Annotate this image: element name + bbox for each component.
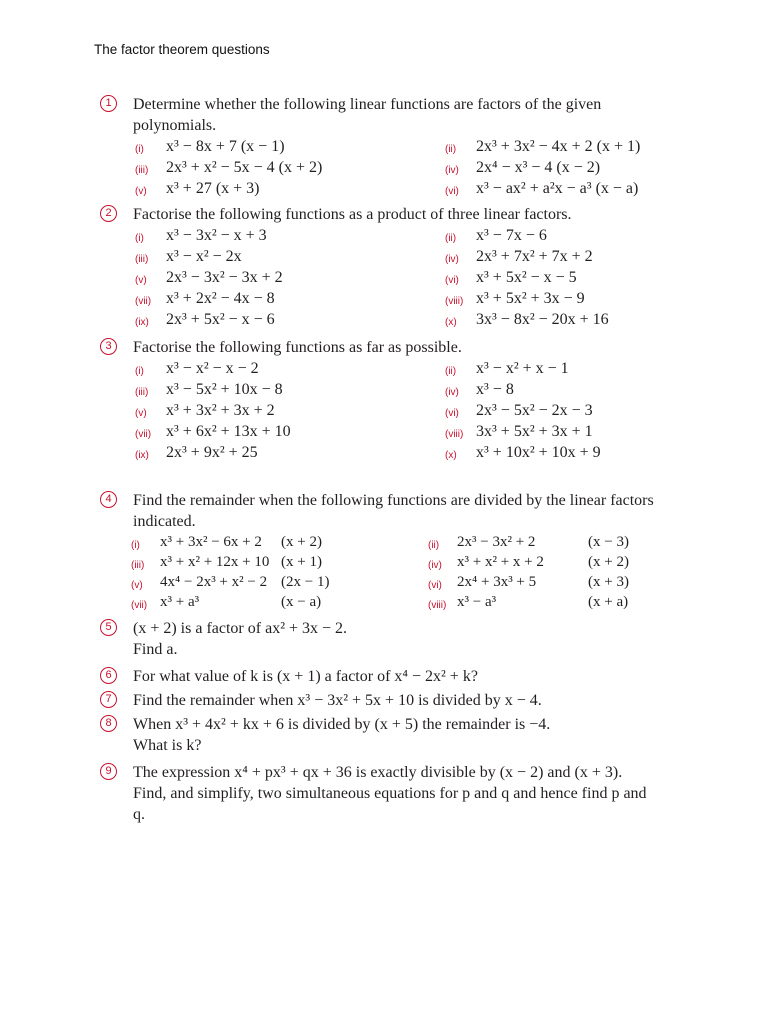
part-divisor: (x + 2) — [588, 554, 629, 570]
part-expression: x³ + a³ — [160, 594, 200, 610]
part-label: (vi) — [445, 408, 459, 419]
parts-grid — [131, 532, 660, 612]
part-item — [135, 178, 260, 202]
part-expression: 2x³ + 7x² + 7x + 2 — [476, 248, 593, 265]
question-9 — [100, 762, 680, 825]
question-text: Factorise the following functions as far as possible. — [133, 339, 462, 356]
part-label: (ii) — [445, 366, 457, 377]
part-label: (ii) — [428, 540, 440, 551]
question-number-badge: 7 — [100, 691, 117, 708]
part-label: (vii) — [135, 429, 152, 440]
question-text: Find the remainder when x³ − 3x² + 5x + 10 is divided by x − 4. — [133, 692, 542, 709]
part-divisor: (x + 2) — [281, 534, 322, 550]
part-item — [135, 309, 275, 333]
part-expression: 3x³ + 5x² + 3x + 1 — [476, 423, 593, 440]
part-expression: x³ − a³ — [457, 594, 497, 610]
question-subtext: Find a. — [133, 641, 178, 658]
part-label: (v) — [135, 186, 147, 197]
page-title: The factor theorem questions — [94, 42, 270, 57]
part-expression: 2x³ + 5x² − x − 6 — [166, 311, 275, 328]
part-expression: 2x⁴ − x³ − 4 (x − 2) — [476, 159, 601, 176]
part-label: (vi) — [428, 580, 442, 591]
part-label: (i) — [135, 144, 144, 155]
part-expression: 2x³ + 9x² + 25 — [166, 444, 258, 461]
part-label: (i) — [135, 366, 144, 377]
part-expression: 2x³ − 5x² − 2x − 3 — [476, 402, 593, 419]
part-expression: x³ + 3x² − 6x + 2 — [160, 534, 262, 550]
question-number-badge: 9 — [100, 763, 117, 780]
part-label: (ii) — [445, 233, 457, 244]
question-7 — [100, 690, 680, 711]
part-label: (v) — [135, 408, 147, 419]
part-expression: 2x⁴ + 3x³ + 5 — [457, 574, 537, 590]
question-text: Factorise the following functions as a product of three linear factors. — [133, 206, 572, 223]
part-label: (vii) — [131, 600, 148, 611]
question-text: Find the remainder when the following functions are divided by the linear factors indicated. — [133, 492, 654, 530]
part-divisor: (2x − 1) — [281, 574, 330, 590]
part-expression: 3x³ − 8x² − 20x + 16 — [476, 311, 609, 328]
part-item — [445, 178, 638, 202]
part-label: (vi) — [445, 186, 459, 197]
part-label: (iv) — [445, 165, 459, 176]
question-subtext: What is k? — [133, 737, 202, 754]
part-expression: x³ + x² + x + 2 — [457, 554, 544, 570]
question-number-badge: 4 — [100, 491, 117, 508]
question-number-badge: 5 — [100, 619, 117, 636]
part-expression: x³ − 5x² + 10x − 8 — [166, 381, 283, 398]
part-label: (i) — [135, 233, 144, 244]
part-label: (ii) — [445, 144, 457, 155]
part-label: (iv) — [428, 560, 442, 571]
question-6 — [100, 666, 680, 687]
part-divisor: (x + 1) — [281, 554, 322, 570]
part-label: (viii) — [445, 429, 464, 440]
part-expression: x³ − x² − 2x — [166, 248, 242, 265]
part-expression: x³ − 8 — [476, 381, 514, 398]
question-2 — [100, 204, 680, 330]
question-text: For what value of k is (x + 1) a factor of x⁴ − 2x² + k? — [133, 668, 478, 685]
part-label: (iii) — [135, 254, 149, 265]
part-expression: x³ + 27 (x + 3) — [166, 180, 260, 197]
part-expression: x³ − 8x + 7 (x − 1) — [166, 138, 285, 155]
part-label: (vii) — [135, 296, 152, 307]
part-label: (iv) — [445, 387, 459, 398]
question-4 — [100, 490, 660, 612]
part-label: (iii) — [135, 165, 149, 176]
part-expression: x³ + 2x² − 4x − 8 — [166, 290, 275, 307]
part-label: (iii) — [131, 560, 145, 571]
question-subtext: Find, and simplify, two simultaneous equations for p and q and hence find p and q. — [133, 785, 647, 823]
part-expression: x³ + 3x² + 3x + 2 — [166, 402, 275, 419]
question-text: (x + 2) is a factor of ax² + 3x − 2. — [133, 620, 348, 637]
question-text: When x³ + 4x² + kx + 6 is divided by (x + 5) the remainder is −4. — [133, 716, 551, 733]
part-label: (x) — [445, 450, 457, 461]
question-3 — [100, 337, 680, 463]
part-item — [428, 592, 496, 616]
question-5 — [100, 618, 680, 660]
question-text: The expression x⁴ + px³ + qx + 36 is exactly divisible by (x − 2) and (x + 3). — [133, 764, 623, 781]
part-expression: 2x³ − 3x² + 2 — [457, 534, 536, 550]
part-label: (x) — [445, 317, 457, 328]
part-item — [445, 442, 601, 466]
part-item — [135, 442, 258, 466]
part-expression: x³ − x² − x − 2 — [166, 360, 259, 377]
part-label: (iv) — [445, 254, 459, 265]
part-label: (viii) — [428, 600, 447, 611]
question-8 — [100, 714, 680, 756]
part-label: (vi) — [445, 275, 459, 286]
part-expression: x³ + 5x² − x − 5 — [476, 269, 577, 286]
part-item — [445, 309, 609, 333]
part-expression: x³ − ax² + a²x − a³ (x − a) — [476, 180, 639, 197]
part-expression: 2x³ − 3x² − 3x + 2 — [166, 269, 283, 286]
question-number-badge: 3 — [100, 338, 117, 355]
part-divisor: (x + a) — [588, 594, 629, 610]
part-divisor: (x − a) — [281, 594, 322, 610]
part-label: (v) — [135, 275, 147, 286]
part-expression: x³ − 7x − 6 — [476, 227, 547, 244]
part-label: (i) — [131, 540, 140, 551]
part-expression: x³ + 10x² + 10x + 9 — [476, 444, 601, 461]
parts-grid — [135, 136, 680, 199]
parts-grid — [135, 225, 680, 330]
part-expression: x³ − x² + x − 1 — [476, 360, 569, 377]
part-expression: x³ + 6x² + 13x + 10 — [166, 423, 291, 440]
question-number-badge: 2 — [100, 205, 117, 222]
question-1 — [100, 94, 680, 199]
part-label: (ix) — [135, 317, 149, 328]
part-divisor: (x + 3) — [588, 574, 629, 590]
part-expression: 4x⁴ − 2x³ + x² − 2 — [160, 574, 268, 590]
question-number-badge: 1 — [100, 95, 117, 112]
part-label: (v) — [131, 580, 143, 591]
question-number-badge: 8 — [100, 715, 117, 732]
part-item — [131, 592, 199, 616]
question-number-badge: 6 — [100, 667, 117, 684]
part-expression: x³ + 5x² + 3x − 9 — [476, 290, 585, 307]
part-label: (viii) — [445, 296, 464, 307]
part-expression: 2x³ + x² − 5x − 4 (x + 2) — [166, 159, 323, 176]
part-expression: x³ + x² + 12x + 10 — [160, 554, 270, 570]
parts-grid — [135, 358, 680, 463]
part-divisor: (x − 3) — [588, 534, 629, 550]
question-text: Determine whether the following linear functions are factors of the given polynomials. — [133, 96, 602, 134]
part-expression: 2x³ + 3x² − 4x + 2 (x + 1) — [476, 138, 641, 155]
part-expression: x³ − 3x² − x + 3 — [166, 227, 267, 244]
part-label: (ix) — [135, 450, 149, 461]
part-label: (iii) — [135, 387, 149, 398]
